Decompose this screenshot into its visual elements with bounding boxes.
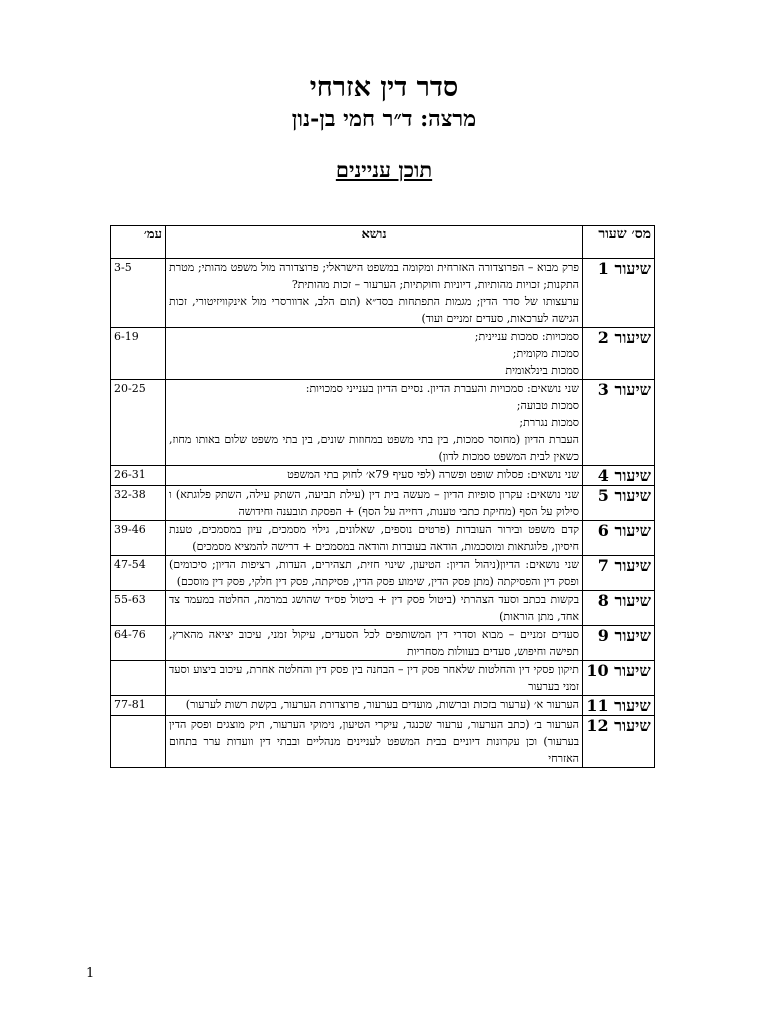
lesson-pages: 47-54 (111, 556, 166, 591)
lesson-topic (166, 486, 583, 521)
lesson-pages: 77-81 (111, 696, 166, 716)
header-topic: נושא (166, 226, 583, 259)
lesson-number: שיעור 2 (583, 328, 655, 380)
toc-row (111, 328, 655, 380)
lesson-number: שיעור 10 (583, 661, 655, 696)
lesson-number: שיעור 5 (583, 486, 655, 521)
topic-line: ערעצותו של סדר הדין; מגמות התפתחות בסד״א (תום הלב, אדוורסרי מול אינקוויזיטורי, זכות הגישה לערכאות, סעדים זמניים ועוד) (169, 295, 579, 325)
lesson-topic (166, 380, 583, 466)
lesson-pages: 26-31 (111, 466, 166, 486)
lesson-topic (166, 716, 583, 768)
toc-row (111, 696, 655, 716)
topic-line: סעדים זמניים – מבוא וסדרי דין המשותפים לכל הסעדים, עיקול זמני, עיכוב יציאה מהארץ, תפישה וחיפוש, סעדים בעוולות מסחריות (169, 628, 579, 658)
lesson-pages: 39-46 (111, 521, 166, 556)
toc-table (110, 225, 655, 768)
toc-row (111, 591, 655, 626)
topic-line: בקשות בכתב וסעד הצהרתי (ביטול פסק דין + ביטול פס״ד שהושג במרמה, החלטה במעמד צד אחד, מתן הוראות) (169, 593, 579, 623)
topic-line: הערעור א׳ (ערעור בזכות וברשות, מועדים בערעור, פרוצדורת הערעור, בקשת רשות לערעור) (185, 698, 579, 711)
toc-row (111, 380, 655, 466)
toc-row (111, 486, 655, 521)
lesson-number: שיעור 6 (583, 521, 655, 556)
topic-line: סמכות נגררת; (519, 416, 579, 429)
topic-line: קדם משפט ובירור העובדות (פרטים נוספים, שאלונים, גילוי מסמכים, עיון במסמכים, טענת חיסיון, פלוגתאות ומוסכמות, הודאה בעובדות והודאה במסמכים + דרישה להמציא מסמכים) (169, 523, 579, 553)
topic-line: שני נושאים: הדיון(ניהול הדיון: הטיעון, שינוי חזית, תצהירים, העדות, רציפות הדיון; סיכומים) ופסק דין והפסיקתה (מתן פסק הדין, שימוע פסק הדין, פסיקתה, פסק דין חלקי, פסק דין מוסכם) (169, 558, 579, 588)
lesson-number: שיעור 9 (583, 626, 655, 661)
toc-row (111, 259, 655, 328)
lesson-number: שיעור 4 (583, 466, 655, 486)
topic-line: סמכות טבועה; (516, 399, 579, 412)
topic-line: סמכות בינלאומית (505, 364, 579, 377)
lesson-pages (111, 661, 166, 696)
lecturer-subtitle: מרצה: ד״ר חמי בן-נון (291, 106, 477, 132)
toc-body (111, 259, 655, 768)
lesson-topic (166, 466, 583, 486)
lesson-topic (166, 556, 583, 591)
lesson-topic (166, 626, 583, 661)
lesson-pages: 6-19 (111, 328, 166, 380)
lesson-number: שיעור 7 (583, 556, 655, 591)
header-lesson-number: מס׳ שעור (583, 226, 655, 259)
toc-heading: תוכן עניינים (335, 157, 433, 182)
lesson-number: שיעור 8 (583, 591, 655, 626)
document-title: סדר דין אזרחי (309, 72, 459, 103)
topic-line: שני נושאים: פסלות שופט ופשרה (לפי סעיף 79א׳ לחוק בתי המשפט (287, 468, 579, 481)
lesson-topic (166, 521, 583, 556)
toc-row (111, 556, 655, 591)
toc-row (111, 716, 655, 768)
topic-line: סמכות מקומית; (512, 347, 579, 360)
lesson-pages: 32-38 (111, 486, 166, 521)
toc-row (111, 521, 655, 556)
lesson-pages (111, 716, 166, 768)
lesson-pages: 55-63 (111, 591, 166, 626)
topic-line: תיקון פסקי דין והחלטות שלאחר פסק דין – הבחנה בין פסק דין והחלטה אחרת, עיכוב ביצוע וסעד זמני בערעור (169, 663, 579, 693)
topic-line: פרק מבוא – הפרוצדורה האזרחית ומקומה במשפט הישראלי; פרוצדורה מול משפט מהותי; מטרת התקנות; זכויות מהותיות, דיוניות וחוקתיות; הערעור – זכות מהותית? (169, 261, 579, 291)
topic-line: סמכויות: סמכות עניינית; (474, 330, 579, 343)
lesson-topic (166, 696, 583, 716)
topic-line: הערעור ב׳ (כתב הערעור, ערעור שכנגד, עיקרי הטיעון, נימוקי הערעור, תיק מוצגים ופסק הדין בערעור) וכן עקרונות דיוניים בבית המשפט לעניינים מנהליים ובבתי דין וועדות ערר בתחום האזרחי (169, 718, 579, 765)
lesson-number: שיעור 3 (583, 380, 655, 466)
lesson-topic (166, 328, 583, 380)
lesson-topic (166, 591, 583, 626)
toc-row (111, 466, 655, 486)
toc-header-row (111, 226, 655, 259)
lesson-pages: 64-76 (111, 626, 166, 661)
topic-line: שני נושאים: סמכויות והעברת הדיון. נסיים הדיון בענייני סמכויות: (305, 382, 579, 395)
header-page: עמ׳ (111, 226, 166, 259)
lesson-topic (166, 661, 583, 696)
lesson-pages: 3-5 (111, 259, 166, 328)
lesson-pages: 20-25 (111, 380, 166, 466)
lesson-number: שיעור 1 (583, 259, 655, 328)
lesson-number: שיעור 12 (583, 716, 655, 768)
toc-row (111, 661, 655, 696)
page-number: 1 (86, 966, 95, 981)
lesson-number: שיעור 11 (583, 696, 655, 716)
lesson-topic (166, 259, 583, 328)
toc-row (111, 626, 655, 661)
topic-line: העברת הדיון (מחוסר סמכות, בין בתי משפט במחוזות שונים, בין בתי משפט שלום באותו מחוז, כשאין לבית המשפט סמכות לדון) (169, 433, 579, 463)
topic-line: שני נושאים: עקרון סופיות הדיון – מעשה בית דין (עילת תביעה, השתק עילה, השתק פלוגתא) ו סילוק על הסף (מחיקת כתבי טענות, דחייה על הסף) + הפסקת תובענה וחידושה (169, 488, 579, 518)
